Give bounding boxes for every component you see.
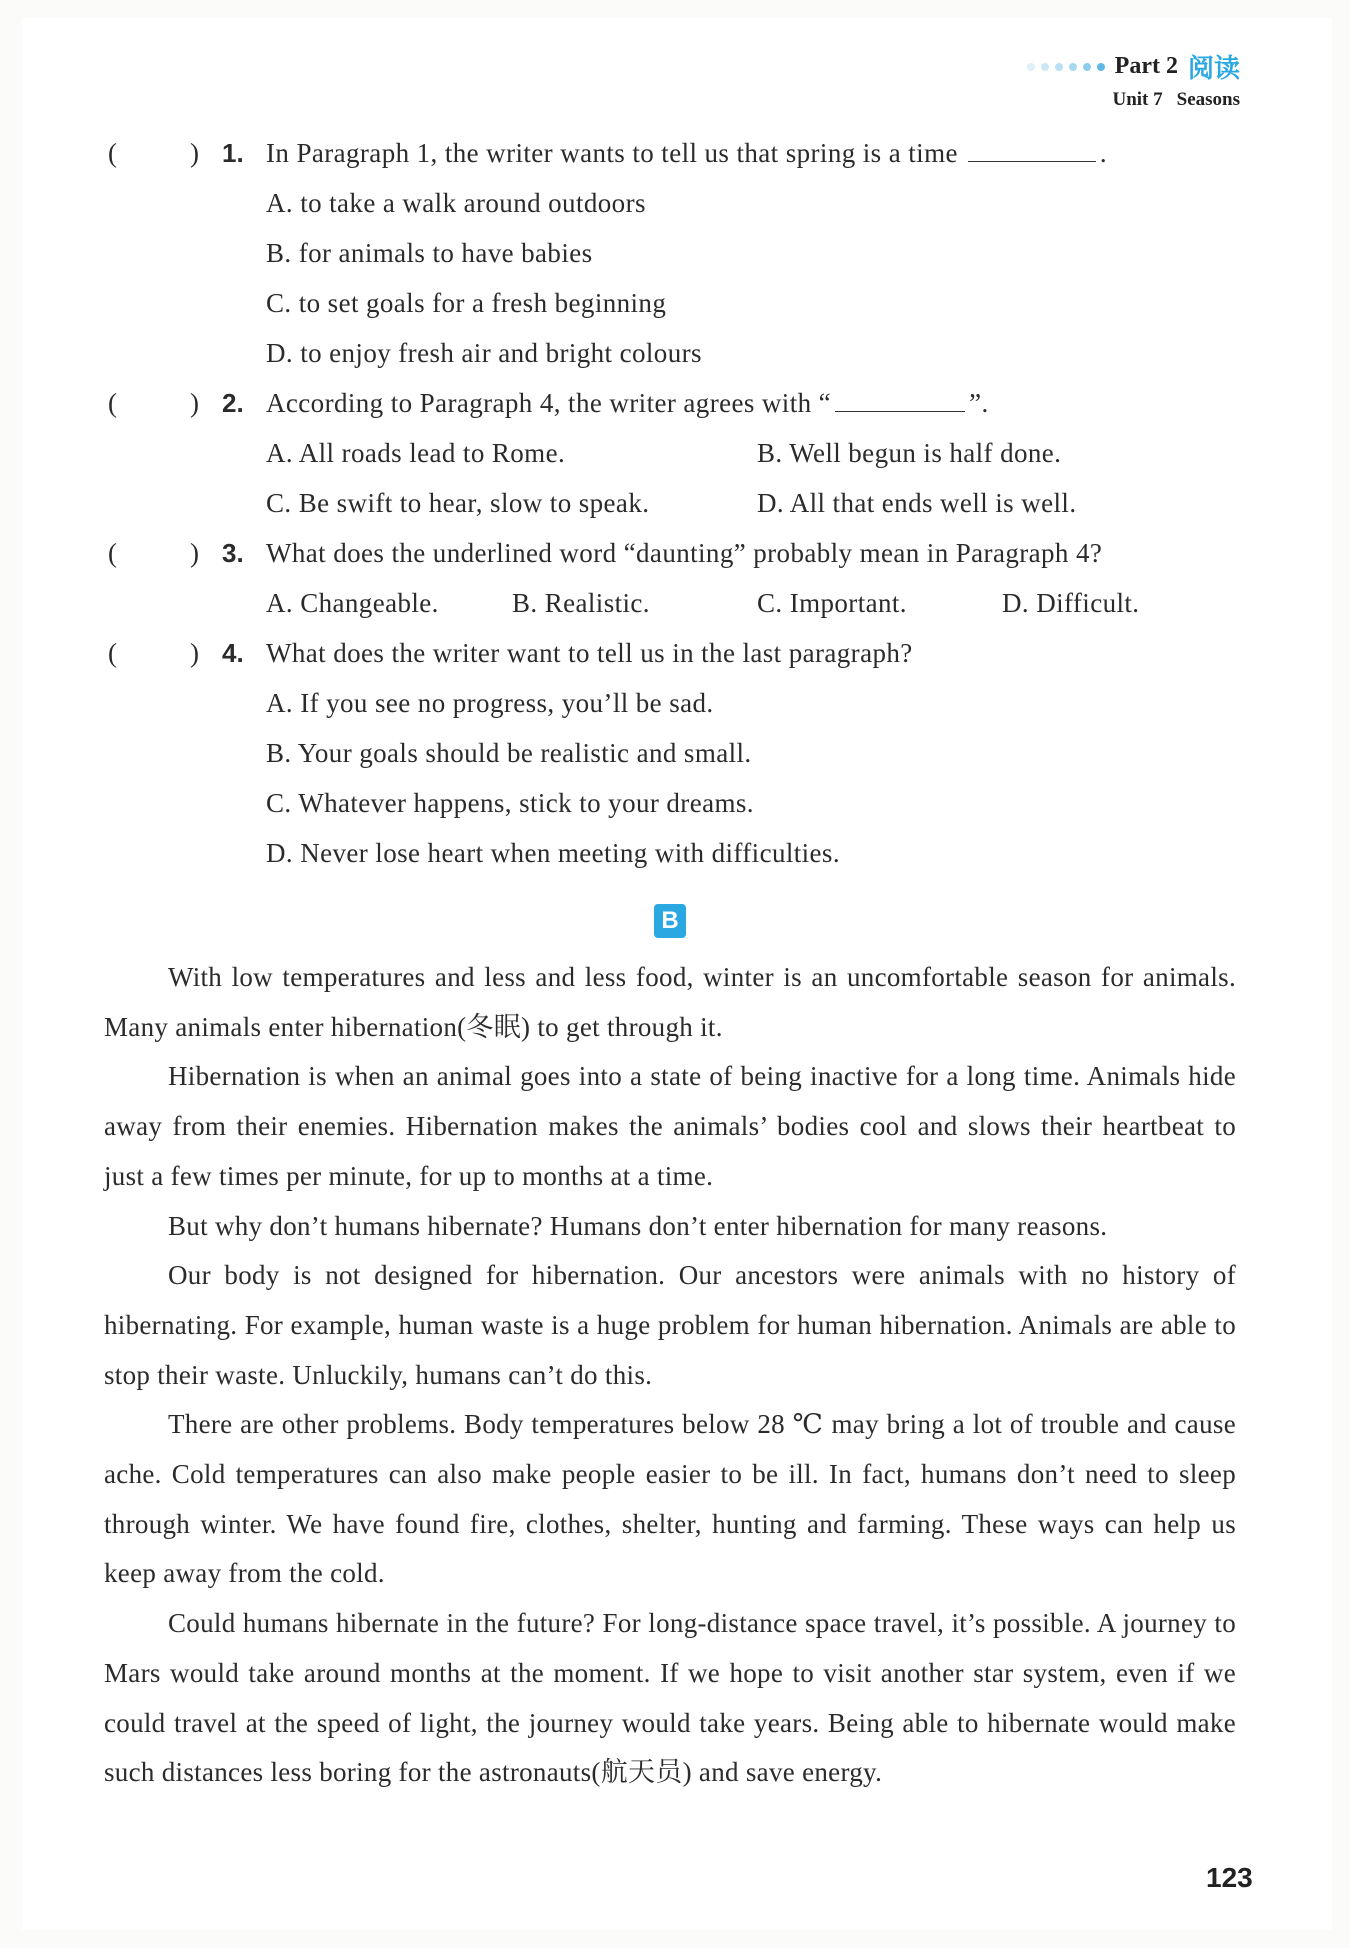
answer-blank [968,137,1096,162]
header-unit-row [1027,89,1240,111]
question-stem-row [0,128,1350,178]
passage-paragraph: With low temperatures and less and less food, winter is an uncomfortable season for animals. Many animals enter hibernation(冬眠) to get through it. [104,962,1236,1042]
answer-paren-left: ( [108,138,117,168]
question-number: 2. [222,388,244,418]
option-b: B. for animals to have babies [266,238,593,268]
passage-paragraph: There are other problems. Body temperatures below 28 ℃ may bring a lot of trouble and cause ache. Cold temperatures can also make people easier to be ill. In fact, humans don’t need to sleep through winter. We have found fire, clothes, shelter, hunting and farming. These ways can help us keep away from the cold. [104,1409,1236,1589]
question-number: 4. [222,638,244,668]
decorative-dots [1027,63,1105,71]
part-label: Part 2 [1114,53,1178,79]
question-stem [266,378,989,428]
option-a: A. to take a walk around outdoors [266,188,646,218]
stem-end: ”. [969,388,989,418]
passage-paragraph: But why don’t humans hibernate? Humans don’t enter hibernation for many reasons. [168,1210,1108,1241]
section-label: 阅读 [1187,54,1240,84]
option-b: B. Well begun is half done. [757,438,1062,468]
option-c: C. Be swift to hear, slow to speak. [266,488,650,518]
dot-icon [1083,63,1091,71]
stem-text: According to Paragraph 4, the writer agrees with “ [266,388,832,418]
option-a: A. If you see no progress, you’ll be sad. [266,688,714,718]
option-d: D. All that ends well is well. [757,488,1077,518]
option-d: D. to enjoy fresh air and bright colours [266,338,702,368]
question-1 [0,128,1350,378]
answer-paren-left: ( [108,638,117,668]
question-stem-row [0,528,1350,578]
question-number: 3. [222,538,244,568]
question-stem: What does the underlined word “daunting” probably mean in Paragraph 4? [266,538,1103,568]
question-4 [0,628,1350,878]
question-stem-row [0,378,1350,428]
running-header [1027,48,1240,111]
answer-paren-right: ) [190,388,199,418]
dot-icon [1055,63,1063,71]
unit-label: Unit 7 [1112,89,1163,110]
question-number: 1. [222,138,244,168]
question-stem: What does the writer want to tell us in the last paragraph? [266,638,913,668]
dot-icon [1069,63,1077,71]
answer-paren-left: ( [108,388,117,418]
dot-icon [1027,63,1035,71]
reading-passage [104,953,1236,1798]
option-a: A. All roads lead to Rome. [266,438,566,468]
passage-paragraph: Could humans hibernate in the future? For long-distance space travel, it’s possible. A journey to Mars would take around months at the moment. If we hope to visit another star system, even if we could travel at the speed of light, the journey would take years. Being able to hibernate would make such distances less boring for the astronauts(航天员) and save energy. [104,1608,1236,1788]
question-stem-row [0,628,1350,678]
passage-paragraph: Our body is not designed for hibernation. Our ancestors were animals with no history of hibernating. For example, human waste is a huge problem for human hibernation. Animals are able to stop their waste. Unluckily, humans can’t do this. [104,1260,1236,1390]
option-d: D. Never lose heart when meeting with difficulties. [266,838,840,868]
option-c: C. Important. [757,588,907,618]
answer-paren-right: ) [190,538,199,568]
header-top-row [1027,48,1240,85]
option-a: A. Changeable. [266,588,439,618]
passage-paragraph: Hibernation is when an animal goes into a state of being inactive for a long time. Animals hide away from their enemies. Hibernation makes the animals’ bodies cool and slows their heartbeat to just a few times per minute, for up to months at a time. [104,1061,1236,1191]
answer-paren-right: ) [190,138,199,168]
dot-icon [1097,63,1105,71]
answer-paren-right: ) [190,638,199,668]
question-3 [0,528,1350,628]
stem-text: In Paragraph 1, the writer wants to tell us that spring is a time [266,138,958,168]
unit-title: Seasons [1176,89,1240,110]
section-b-badge: B [654,904,686,938]
stem-end: . [1099,138,1108,168]
answer-paren-left: ( [108,538,117,568]
question-stem [266,128,1107,178]
question-2 [0,378,1350,528]
dot-icon [1041,63,1049,71]
option-b: B. Your goals should be realistic and small. [266,738,752,768]
page-number: 123 [1206,1862,1253,1893]
option-c: C. Whatever happens, stick to your dreams. [266,788,754,818]
answer-blank [835,387,965,412]
option-b: B. Realistic. [512,588,650,618]
option-d: D. Difficult. [1002,588,1140,618]
option-c: C. to set goals for a fresh beginning [266,288,667,318]
